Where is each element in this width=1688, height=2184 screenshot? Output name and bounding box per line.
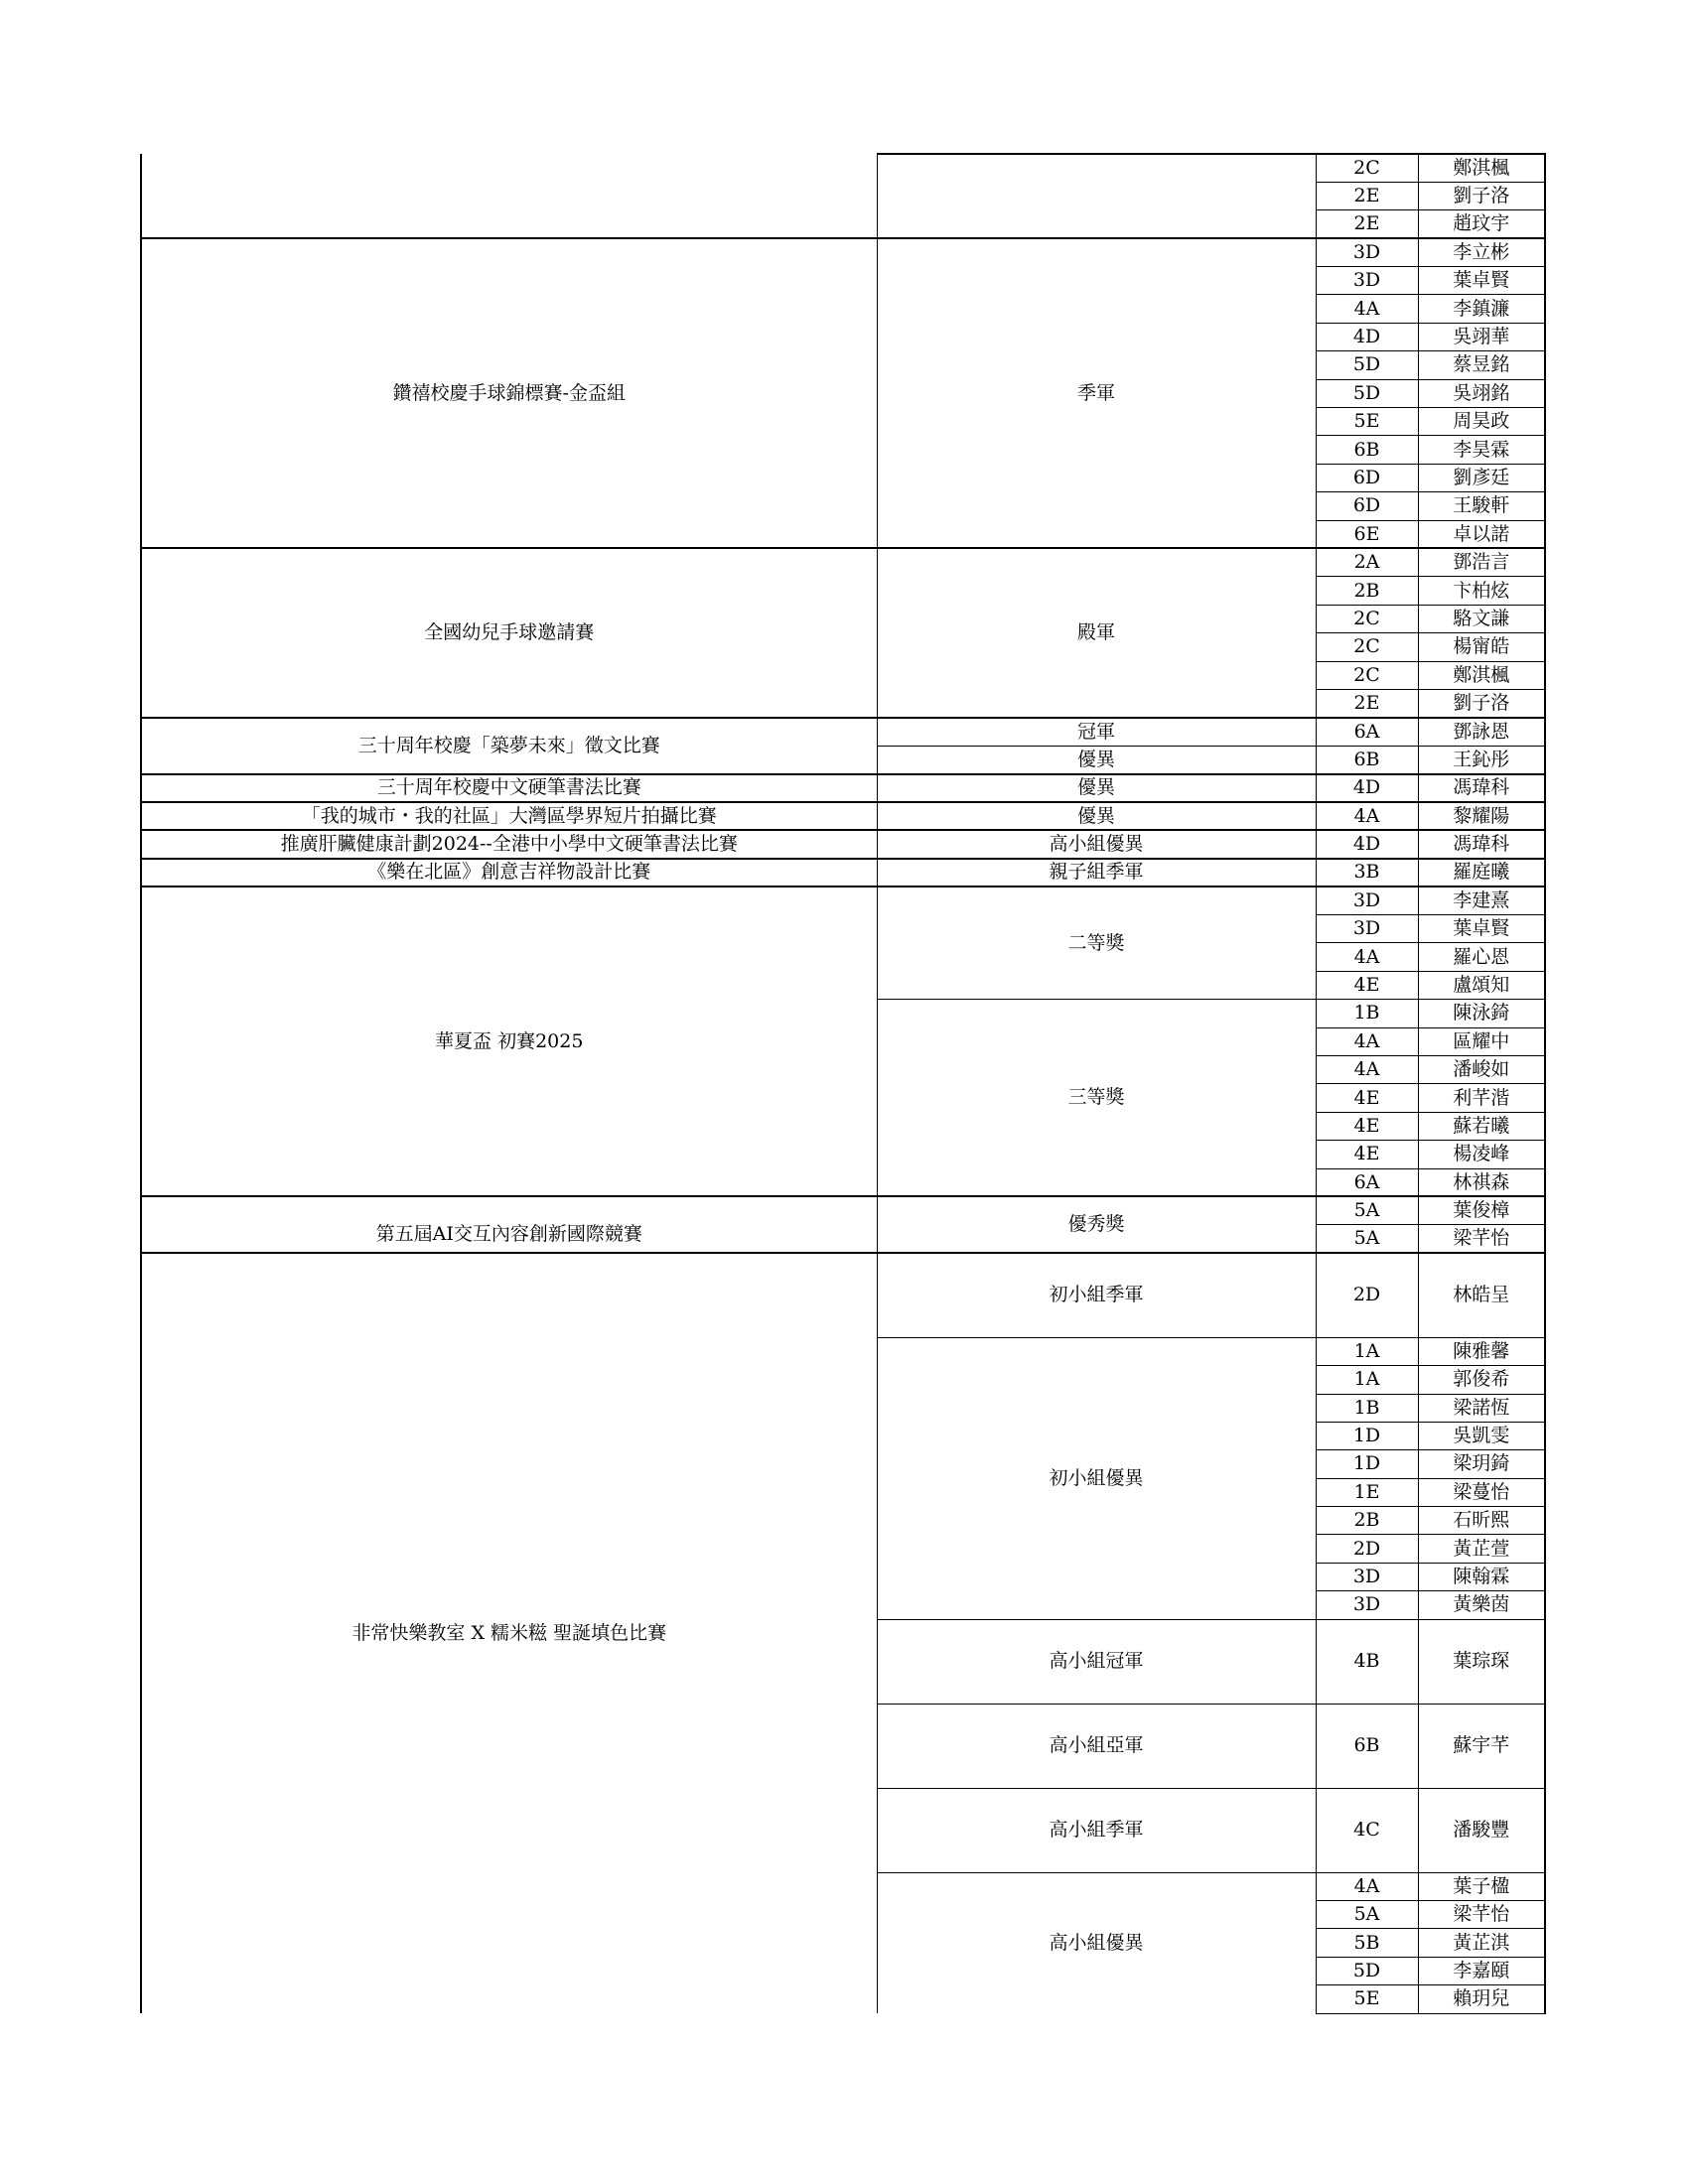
- class-cell: 6A: [1316, 718, 1418, 746]
- table-row: [141, 154, 1545, 182]
- table-row: [141, 887, 1545, 914]
- student-name-cell: 卞柏炫: [1418, 577, 1545, 605]
- competition-name: 華夏盃 初賽2025: [435, 1029, 584, 1052]
- class-cell: 6E: [1316, 520, 1418, 548]
- award-cell: 三等獎: [877, 1000, 1316, 1197]
- class-cell: 3D: [1316, 267, 1418, 295]
- student-name-cell: 林皓呈: [1418, 1253, 1545, 1337]
- student-name-cell: 羅心恩: [1418, 943, 1545, 971]
- class-cell: 2C: [1316, 633, 1418, 661]
- class-cell: 4E: [1316, 1141, 1418, 1168]
- student-name-cell: 賴玥兒: [1418, 1985, 1545, 2013]
- competition-cell: [141, 774, 877, 802]
- class-cell: 4C: [1316, 1788, 1418, 1872]
- student-name-cell: 陳泳錡: [1418, 1000, 1545, 1027]
- award-cell: 二等獎: [877, 887, 1316, 1000]
- class-cell: 3D: [1316, 238, 1418, 266]
- student-name-cell: 蔡昱銘: [1418, 351, 1545, 379]
- competition-name: 《樂在北區》創意吉祥物設計比賽: [367, 861, 651, 884]
- competition-cell: [141, 830, 877, 858]
- awards-table: [140, 153, 1546, 2014]
- class-cell: 3D: [1316, 1591, 1418, 1619]
- student-name-cell: 陳翰霖: [1418, 1563, 1545, 1590]
- student-name-cell: 葉俊樟: [1418, 1196, 1545, 1224]
- student-name-cell: 葉琮琛: [1418, 1619, 1545, 1704]
- table-row: [141, 859, 1545, 887]
- class-cell: 5E: [1316, 408, 1418, 436]
- award-cell: 優異: [877, 802, 1316, 830]
- class-cell: 4A: [1316, 802, 1418, 830]
- class-cell: 5A: [1316, 1225, 1418, 1253]
- class-cell: 5D: [1316, 379, 1418, 407]
- class-cell: 6B: [1316, 746, 1418, 773]
- awards-table-body: [141, 154, 1545, 2013]
- student-name-cell: 潘駿豐: [1418, 1788, 1545, 1872]
- competition-name: 第五屆AI交互內容創新國際競賽: [375, 1223, 642, 1246]
- competition-cell: [141, 718, 877, 774]
- award-cell: 高小組優異: [877, 830, 1316, 858]
- competition-cell: [141, 1196, 877, 1253]
- class-cell: 2B: [1316, 1507, 1418, 1535]
- class-cell: 5A: [1316, 1196, 1418, 1224]
- class-cell: 2C: [1316, 154, 1418, 182]
- class-cell: 4E: [1316, 971, 1418, 999]
- class-cell: 1B: [1316, 1000, 1418, 1027]
- student-name-cell: 吳翊華: [1418, 323, 1545, 350]
- class-cell: 1D: [1316, 1422, 1418, 1449]
- student-name-cell: 潘峻如: [1418, 1056, 1545, 1084]
- competition-name: 「我的城市・我的社區」大灣區學界短片拍攝比賽: [301, 804, 717, 827]
- class-cell: 4E: [1316, 1112, 1418, 1140]
- class-cell: 1A: [1316, 1366, 1418, 1394]
- student-name-cell: 葉卓賢: [1418, 267, 1545, 295]
- class-cell: 1A: [1316, 1337, 1418, 1365]
- student-name-cell: 葉卓賢: [1418, 915, 1545, 943]
- student-name-cell: 黃芷淇: [1418, 1929, 1545, 1957]
- table-row: [141, 1196, 1545, 1224]
- student-name-cell: 郭俊希: [1418, 1366, 1545, 1394]
- award-cell: 親子組季軍: [877, 859, 1316, 887]
- student-name-cell: 林祺森: [1418, 1168, 1545, 1196]
- competition-cell: [141, 548, 877, 717]
- student-name-cell: 王鈊彤: [1418, 746, 1545, 773]
- student-name-cell: 周昊政: [1418, 408, 1545, 436]
- student-name-cell: 黃芷萱: [1418, 1535, 1545, 1563]
- student-name-cell: 陳雅馨: [1418, 1337, 1545, 1365]
- competition-name: 非常快樂教室 X 糯米糍 聖誕填色比賽: [352, 1622, 667, 1645]
- student-name-cell: 李建熹: [1418, 887, 1545, 914]
- award-cell: 季軍: [877, 238, 1316, 548]
- student-name-cell: 劉子洛: [1418, 689, 1545, 717]
- class-cell: 5E: [1316, 1985, 1418, 2013]
- class-cell: 2B: [1316, 577, 1418, 605]
- class-cell: 5B: [1316, 1929, 1418, 1957]
- student-name-cell: 吳凱雯: [1418, 1422, 1545, 1449]
- class-cell: 3D: [1316, 1563, 1418, 1590]
- competition-name: 全國幼兒手球邀請賽: [424, 621, 595, 644]
- student-name-cell: 鄧浩言: [1418, 548, 1545, 576]
- class-cell: 3B: [1316, 859, 1418, 887]
- competition-name: 三十周年校慶中文硬筆書法比賽: [376, 776, 641, 799]
- class-cell: 2D: [1316, 1253, 1418, 1337]
- class-cell: 4A: [1316, 295, 1418, 323]
- award-cell: 優秀獎: [877, 1196, 1316, 1253]
- award-cell: 優異: [877, 774, 1316, 802]
- class-cell: 4B: [1316, 1619, 1418, 1704]
- competition-name: 鑽禧校慶手球錦標賽-金盃組: [392, 381, 626, 404]
- student-name-cell: 梁諾恆: [1418, 1394, 1545, 1422]
- class-cell: 1B: [1316, 1394, 1418, 1422]
- competition-cell: [141, 154, 877, 238]
- table-row: [141, 548, 1545, 576]
- class-cell: 6D: [1316, 464, 1418, 491]
- class-cell: 2E: [1316, 689, 1418, 717]
- class-cell: 5D: [1316, 351, 1418, 379]
- award-cell: 優異: [877, 746, 1316, 773]
- class-cell: 2C: [1316, 605, 1418, 632]
- student-name-cell: 駱文謙: [1418, 605, 1545, 632]
- student-name-cell: 蘇若曦: [1418, 1112, 1545, 1140]
- class-cell: 4D: [1316, 774, 1418, 802]
- award-cell: 高小組亞軍: [877, 1704, 1316, 1788]
- student-name-cell: 王駿軒: [1418, 492, 1545, 520]
- student-name-cell: 石昕熙: [1418, 1507, 1545, 1535]
- student-name-cell: 利芊湝: [1418, 1084, 1545, 1112]
- student-name-cell: 劉彥廷: [1418, 464, 1545, 491]
- student-name-cell: 馮瑋科: [1418, 830, 1545, 858]
- student-name-cell: 葉子楹: [1418, 1872, 1545, 1900]
- student-name-cell: 李嘉頤: [1418, 1957, 1545, 1984]
- student-name-cell: 蘇宇芊: [1418, 1704, 1545, 1788]
- class-cell: 4A: [1316, 1872, 1418, 1900]
- class-cell: 2E: [1316, 210, 1418, 238]
- award-cell: 高小組季軍: [877, 1788, 1316, 1872]
- student-name-cell: 李鎮濂: [1418, 295, 1545, 323]
- student-name-cell: 吳翊銘: [1418, 379, 1545, 407]
- class-cell: 4D: [1316, 830, 1418, 858]
- student-name-cell: 黃樂茵: [1418, 1591, 1545, 1619]
- class-cell: 2D: [1316, 1535, 1418, 1563]
- student-name-cell: 劉子洛: [1418, 182, 1545, 209]
- student-name-cell: 楊凌峰: [1418, 1141, 1545, 1168]
- competition-cell: [141, 1253, 877, 2013]
- class-cell: 6B: [1316, 436, 1418, 464]
- student-name-cell: 梁芊怡: [1418, 1901, 1545, 1929]
- competition-name: 三十周年校慶「築夢未來」徵文比賽: [357, 734, 660, 756]
- class-cell: 4D: [1316, 323, 1418, 350]
- student-name-cell: 李立彬: [1418, 238, 1545, 266]
- competition-cell: [141, 887, 877, 1196]
- class-cell: 2E: [1316, 182, 1418, 209]
- student-name-cell: 鄭淇楓: [1418, 154, 1545, 182]
- class-cell: 1D: [1316, 1450, 1418, 1478]
- table-row: [141, 718, 1545, 746]
- class-cell: 4A: [1316, 1027, 1418, 1055]
- award-cell: 高小組優異: [877, 1872, 1316, 2013]
- table-row: [141, 1253, 1545, 1337]
- class-cell: 3D: [1316, 887, 1418, 914]
- student-name-cell: 楊甯皓: [1418, 633, 1545, 661]
- class-cell: 5D: [1316, 1957, 1418, 1984]
- student-name-cell: 黎耀陽: [1418, 802, 1545, 830]
- competition-cell: [141, 859, 877, 887]
- student-name-cell: 趙玟宇: [1418, 210, 1545, 238]
- student-name-cell: 卓以諾: [1418, 520, 1545, 548]
- class-cell: 4A: [1316, 943, 1418, 971]
- competition-cell: [141, 238, 877, 548]
- class-cell: 4E: [1316, 1084, 1418, 1112]
- student-name-cell: 盧頌知: [1418, 971, 1545, 999]
- class-cell: 6B: [1316, 1704, 1418, 1788]
- award-cell: 初小組優異: [877, 1337, 1316, 1619]
- student-name-cell: 鄧詠恩: [1418, 718, 1545, 746]
- student-name-cell: 梁芊怡: [1418, 1225, 1545, 1253]
- student-name-cell: 羅庭曦: [1418, 859, 1545, 887]
- student-name-cell: 李昊霖: [1418, 436, 1545, 464]
- class-cell: 2A: [1316, 548, 1418, 576]
- table-row: [141, 238, 1545, 266]
- award-cell: 殿軍: [877, 548, 1316, 717]
- award-cell: 冠軍: [877, 718, 1316, 746]
- student-name-cell: 鄭淇楓: [1418, 661, 1545, 689]
- award-cell: [877, 154, 1316, 238]
- table-row: [141, 830, 1545, 858]
- competition-name: 推廣肝臟健康計劃2024--全港中小學中文硬筆書法比賽: [280, 833, 738, 856]
- student-name-cell: 馮瑋科: [1418, 774, 1545, 802]
- table-row: [141, 774, 1545, 802]
- class-cell: 5A: [1316, 1901, 1418, 1929]
- class-cell: 6D: [1316, 492, 1418, 520]
- class-cell: 1E: [1316, 1478, 1418, 1506]
- table-row: [141, 802, 1545, 830]
- student-name-cell: 梁蔓怡: [1418, 1478, 1545, 1506]
- class-cell: 2C: [1316, 661, 1418, 689]
- student-name-cell: 梁玥錡: [1418, 1450, 1545, 1478]
- award-cell: 高小組冠軍: [877, 1619, 1316, 1704]
- student-name-cell: 區耀中: [1418, 1027, 1545, 1055]
- class-cell: 3D: [1316, 915, 1418, 943]
- competition-cell: [141, 802, 877, 830]
- class-cell: 6A: [1316, 1168, 1418, 1196]
- award-cell: 初小組季軍: [877, 1253, 1316, 1337]
- class-cell: 4A: [1316, 1056, 1418, 1084]
